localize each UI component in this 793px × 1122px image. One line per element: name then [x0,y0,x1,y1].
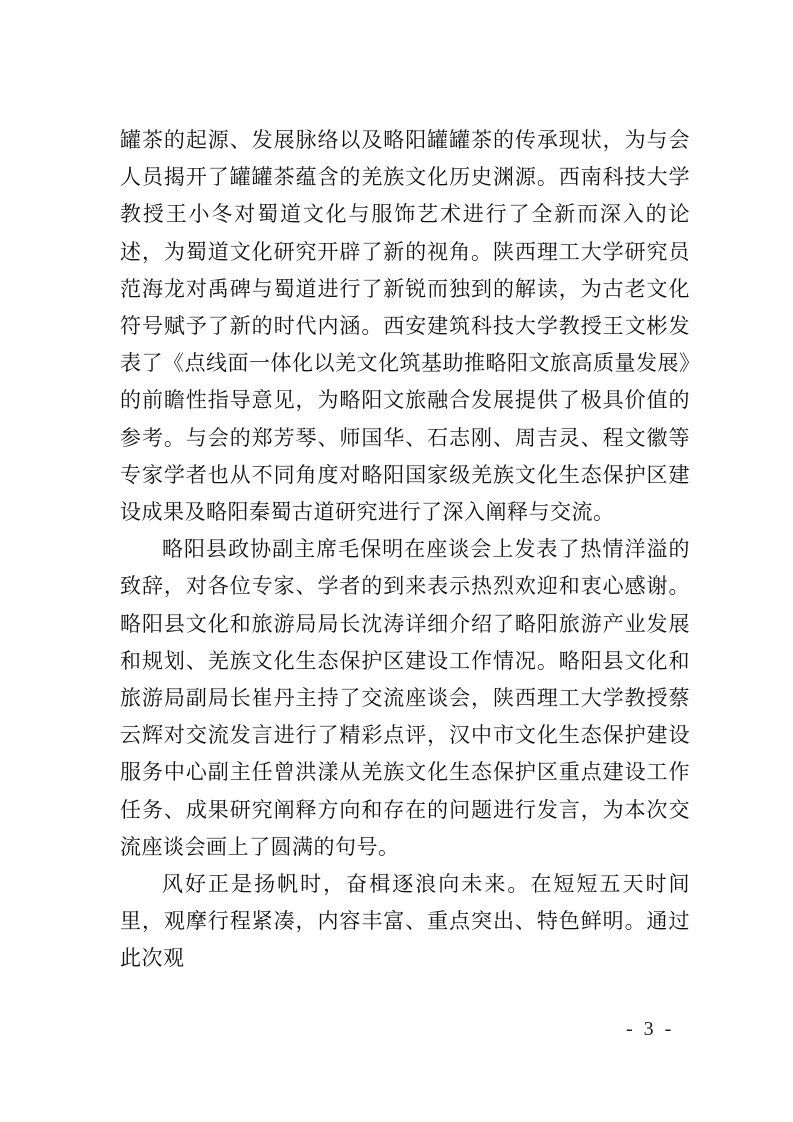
body-text [120,122,690,978]
paragraph-continued: 罐茶的起源、发展脉络以及略阳罐罐茶的传承现状，为与会人员揭开了罐罐茶蕴含的羌族文化历史渊源。西南科技大学教授王小冬对蜀道文化与服饰艺术进行了全新而深入的论述，为蜀道文化研究开辟了新的视角。陕西理工大学研究员范海龙对禹碑与蜀道进行了新锐而独到的解读，为古老文化符号赋予了新的时代内涵。西安建筑科技大学教授王文彬发表了《点线面一体化以羌文化筑基助推略阳文旅高质量发展》的前瞻性指导意见，为略阳文旅融合发展提供了极具价值的参考。与会的郑芳琴、师国华、石志刚、周吉灵、程文徽等专家学者也从不同角度对略阳国家级羌族文化生态保护区建设成果及略阳秦蜀古道研究进行了深入阐释与交流。 [120,128,690,525]
paragraph-symposium-speakers: 略阳县政协副主席毛保明在座谈会上发表了热情洋溢的致辞，对各位专家、学者的到来表示热烈欢迎和衷心感谢。略阳县文化和旅游局局长沈涛详细介绍了略阳旅游产业发展和规划、羌族文化生态保护区建设工作情况。略阳县文化和旅游局副局长崔丹主持了交流座谈会，陕西理工大学教授蔡云辉对交流发言进行了精彩点评，汉中市文化生态保护建设服务中心副主任曾洪漾从羌族文化生态保护区重点建设工作任务、成果研究阐释方向和存在的问题进行发言，为本次交流座谈会画上了圆满的句号。 [120,537,690,859]
paragraph-summary: 风好正是扬帆时，奋楫逐浪向未来。在短短五天时间里，观摩行程紧凑，内容丰富、重点突出、特色鲜明。通过此次观 [120,872,690,971]
page-number: - 3 - [626,1018,675,1040]
